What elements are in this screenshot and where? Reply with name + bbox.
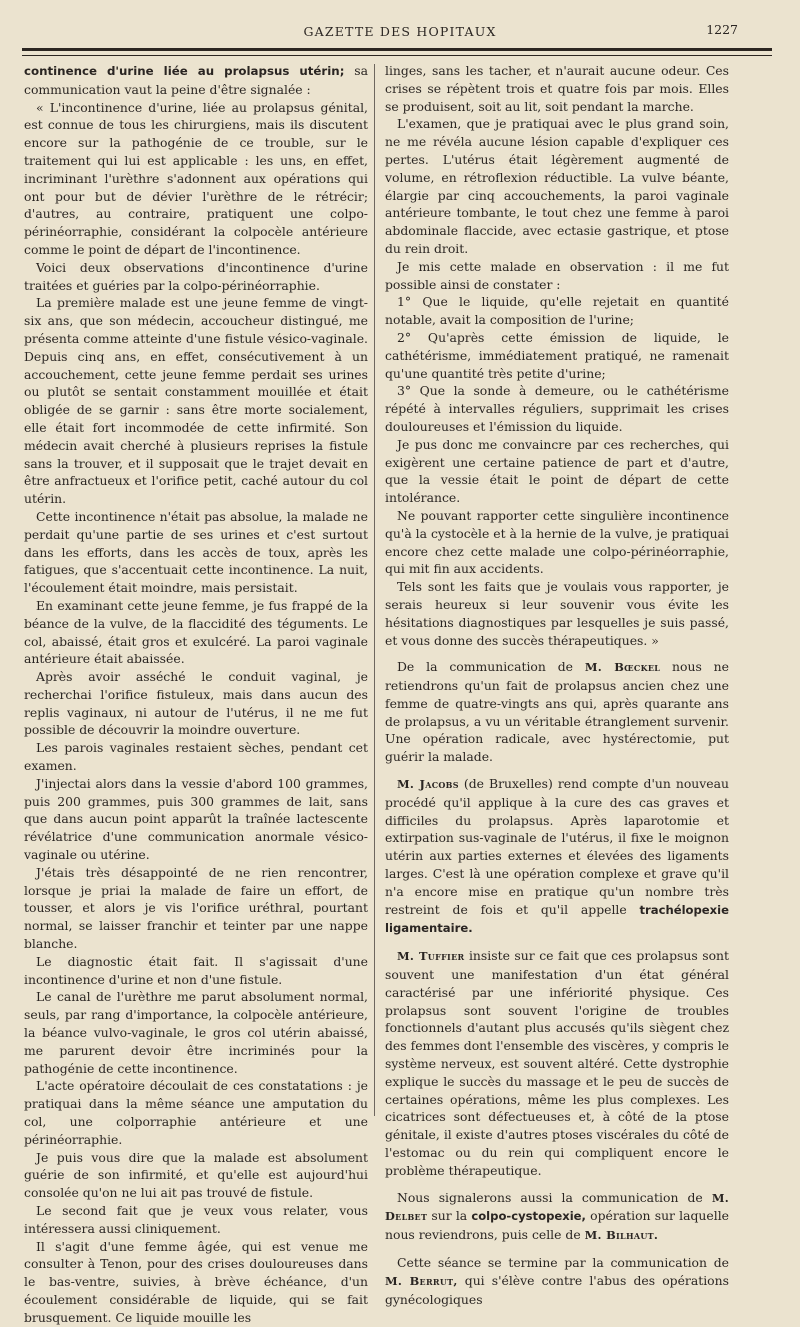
paragraph: Le canal de l'urèthre me parut absolument normal, seuls, par rang d'importance, la colpocèle antérieure, la béance vulvo-vaginale, le gros col utérin abaissé, me parurent devoir être incriminés pour la pathogénie de cette incontinence. xyxy=(24,989,368,1076)
technical-term: colpo-cystopexie, xyxy=(471,1209,586,1224)
paragraph: Le second fait que je veux vous relater, vous intéressera aussi cliniquement. xyxy=(24,1203,368,1236)
paragraph-text: nous ne retiendrons qu'un fait de prolapsus ancien chez une femme de quatre-vingts ans qui, après quarante ans de prolapsus, a vu un véritable étranglement survenir. Une opération radicale, avec hystérectomie, put guérir la malade. xyxy=(385,659,729,765)
page-header xyxy=(22,18,778,44)
paragraph: « L'incontinence d'urine, liée au prolapsus génital, est connue de tous les chirurgiens, mais ils discutent encore sur la pathogénie de ce trouble, sur le traitement qui lui est applicable : les uns, en effet, incriminant l'urèthre s'adonnent aux opérations qui ont pour but de dévier l'urèthre de le rétrécir; d'autres, au contraire, pratiquent une colpo-périnéorraphie, considérant la colpocèle antérieure comme le point de départ de l'incontinence. xyxy=(24,99,368,257)
paragraph: Voici deux observations d'incontinence d'urine traitées et guéries par la colpo-périnéorraphie. xyxy=(24,259,368,293)
paragraph-text: De la communication de xyxy=(397,659,585,675)
author-name: M. Bilhaut. xyxy=(584,1228,659,1243)
paragraph: linges, sans les tacher, et n'aurait aucune odeur. Ces crises se répètent trois et quatre fois par mois. Elles se produisent, soit au lit, soit pendant la marche. xyxy=(385,63,729,114)
paragraph-text: sur la xyxy=(427,1208,472,1224)
paragraph xyxy=(385,775,729,938)
paragraph-text: Nous signalerons aussi la communication de xyxy=(397,1189,712,1205)
header-rule-thin xyxy=(22,55,772,56)
paragraph: J'étais très désappointé de ne rien rencontrer, lorsque je priai la malade de faire un effort, de tousser, et alors je vis l'orifice uréthral, pourtant normal, se laisser franchir et teinter par une nappe blanche. xyxy=(24,864,368,952)
list-item: 2° Qu'après cette émission de liquide, le cathétérisme, immédiatement pratiqué, ne ramenait qu'une quantité très petite d'urine; xyxy=(385,329,729,381)
paragraph-text: insiste sur ce fait que ces prolapsus sont souvent une manifestation d'un état général caractérisé par une infériorité physique. Ces prolapsus sont souvent l'origine de troubles fonctionnels d'autant plus accusés qu'ils siègent chez des femmes dont l'ensemble des viscères, y compris le système nerveux, est souvent altéré. Cette dystrophie explique le succès du massage et le peu de succès de certaines opérations, même les plus complexes. Les cicatrices sont défectueuses et, à côté de la ptose génitale, il existe d'autres ptoses viscérales du côté de l'estomac ou du rein qui compliquent encore le problème thérapeutique. xyxy=(385,948,730,1178)
column-divider xyxy=(374,64,375,1116)
list-item: 1° Que le liquide, qu'elle rejetait en quantité notable, avait la composition de l'urine; xyxy=(385,294,729,328)
author-name: M. Berrut, xyxy=(385,1273,458,1288)
paragraph xyxy=(385,1254,729,1308)
paragraph: J'injectai alors dans la vessie d'abord 100 grammes, puis 200 grammes, puis 300 grammes de lait, sans que dans aucun point apparût la traînée lactescente révélatrice d'une communication anormale vésico-vaginale ou utérine. xyxy=(24,775,368,863)
header-rule-thick xyxy=(22,48,772,51)
run-in-heading: continence d'urine liée au prolapsus utérin; xyxy=(24,64,345,78)
paragraph: Ne pouvant rapporter cette singulière incontinence qu'à la cystocèle et à la hernie de la vulve, je pratiquai encore chez cette malade une colpo-périnéorraphie, qui mit fin aux accidents. xyxy=(385,507,729,577)
left-column xyxy=(24,62,368,1327)
author-name: M. Jacobs xyxy=(397,777,459,792)
paragraph-text: Cette séance se termine par la communication de xyxy=(397,1255,729,1270)
paragraph: L'examen, que je pratiquai avec le plus grand soin, ne me révéla aucune lésion capable d'expliquer ces pertes. L'utérus était légèrement augmenté de volume, en rétroflexion réductible. La vulve béante, élargie par cinq accouchements, la paroi vaginale antérieure tombante, le tout chez une femme à paroi abdominale flaccide, avec ectasie gastrique, et ptose du rein droit. xyxy=(385,116,729,256)
paragraph: Cette incontinence n'était pas absolue, la malade ne perdait qu'une partie de ses urines et c'est surtout dans les efforts, dans les accès de toux, après les fatigues, que s'accentuait cette incontinence. La nuit, l'écoulement était moindre, mais persistait. xyxy=(24,508,368,596)
paragraph xyxy=(385,658,729,766)
paragraph: Les parois vaginales restaient sèches, pendant cet examen. xyxy=(24,740,368,774)
technical-term: trachélopexie ligamentaire. xyxy=(385,902,729,936)
paragraph: L'acte opératoire découlait de ces constatations : je pratiquai dans la même séance une amputation du col, une colporraphie antérieure et une périnéorraphie. xyxy=(24,1078,368,1147)
paragraph-text: (de Bruxelles) rend compte d'un nouveau procédé qu'il applique à la cure des cas graves et difficiles du prolapsus. Après laparotomie et extirpation sus-vaginale de l'utérus, il fixe le moignon utérin aux parties externes et élevées des ligaments larges. C'est là une opération complexe et grave qu'il n'a encore mise en pratique qu'un nombre très restreint de fois et qu'il appelle xyxy=(385,776,729,917)
page-number: 1227 xyxy=(706,22,738,37)
paragraph-text: opération sur laquelle nous reviendrons, puis celle de xyxy=(385,1208,729,1243)
paragraph: Je pus donc me convaincre par ces recherches, qui exigèrent une certaine patience de part et d'autre, que la vessie était le point de départ de cette intolérance. xyxy=(385,436,729,506)
paragraph: Je puis vous dire que la malade est absolument guérie de son infirmité, et qu'elle est aujourd'hui consolée qu'on ne lui ait pas trouvé de fistule. xyxy=(24,1149,368,1201)
author-name: M. Delbet xyxy=(385,1190,729,1224)
list-item: 3° Que la sonde à demeure, ou le cathétérisme répété à intervalles réguliers, supprimait les crises douloureuses et l'émission du liquide. xyxy=(385,383,729,434)
paragraph: Tels sont les faits que je voulais vous rapporter, je serais heureux si leur souvenir vous évite les hésitations diagnostiques par lesquelles je suis passé, et vous donne des succès thérapeutiques. » xyxy=(385,579,729,648)
paragraph-text: sa communication vaut la peine d'être signalée : xyxy=(24,63,368,97)
author-name: M. Tuffier xyxy=(397,949,465,964)
paragraph xyxy=(385,947,729,1179)
paragraph-text: qui s'élève contre l'abus des opérations gynécologiques xyxy=(385,1272,729,1307)
paragraph: Après avoir asséché le conduit vaginal, je recherchai l'orifice fistuleux, mais dans aucun des replis vaginaux, ni autour de l'utérus, il ne me fut possible de découvrir la moindre ouverture. xyxy=(24,669,368,738)
paragraph: La première malade est une jeune femme de vingt-six ans, que son médecin, accoucheur distingué, me présenta comme atteinte d'une fistule vésico-vaginale. Depuis cinq ans, en effet, consécutivement à un accouchement, cette jeune femme perdait ses urines ou plutôt se sentait constamment mouillée et était obligée de se garnir : sans être morte socialement, elle était fort incommodée de cette infirmité. Son médecin avait cherché à plusieurs reprises la fistule sans la trouver, et il supposait que le trajet devait en être anfractueux et l'orifice petit, caché autour du col utérin. xyxy=(24,295,368,507)
running-title: GAZETTE DES HOPITAUX xyxy=(303,24,497,39)
author-name: M. Bœckel xyxy=(584,660,661,675)
paragraph: Il s'agit d'une femme âgée, qui est venue me consulter à Tenon, pour des crises douloureuses dans le bas-ventre, suivies, à brève échéance, d'un écoulement considérable de liquide, qui se fait brusquement. Ce liquide mouille les xyxy=(24,1238,368,1325)
paragraph: Je mis cette malade en observation : il me fut possible ainsi de constater : xyxy=(385,258,729,292)
paragraph: Le diagnostic était fait. Il s'agissait d'une incontinence d'urine et non d'une fistule. xyxy=(24,953,368,987)
paragraph xyxy=(385,1189,729,1245)
paragraph: En examinant cette jeune femme, je fus frappé de la béance de la vulve, de la flaccidité des téguments. Le col, abaissé, était gros et exulcéré. La paroi vaginale antérieure était abaissée. xyxy=(24,597,368,667)
paragraph xyxy=(24,62,368,99)
right-column xyxy=(385,62,729,1308)
